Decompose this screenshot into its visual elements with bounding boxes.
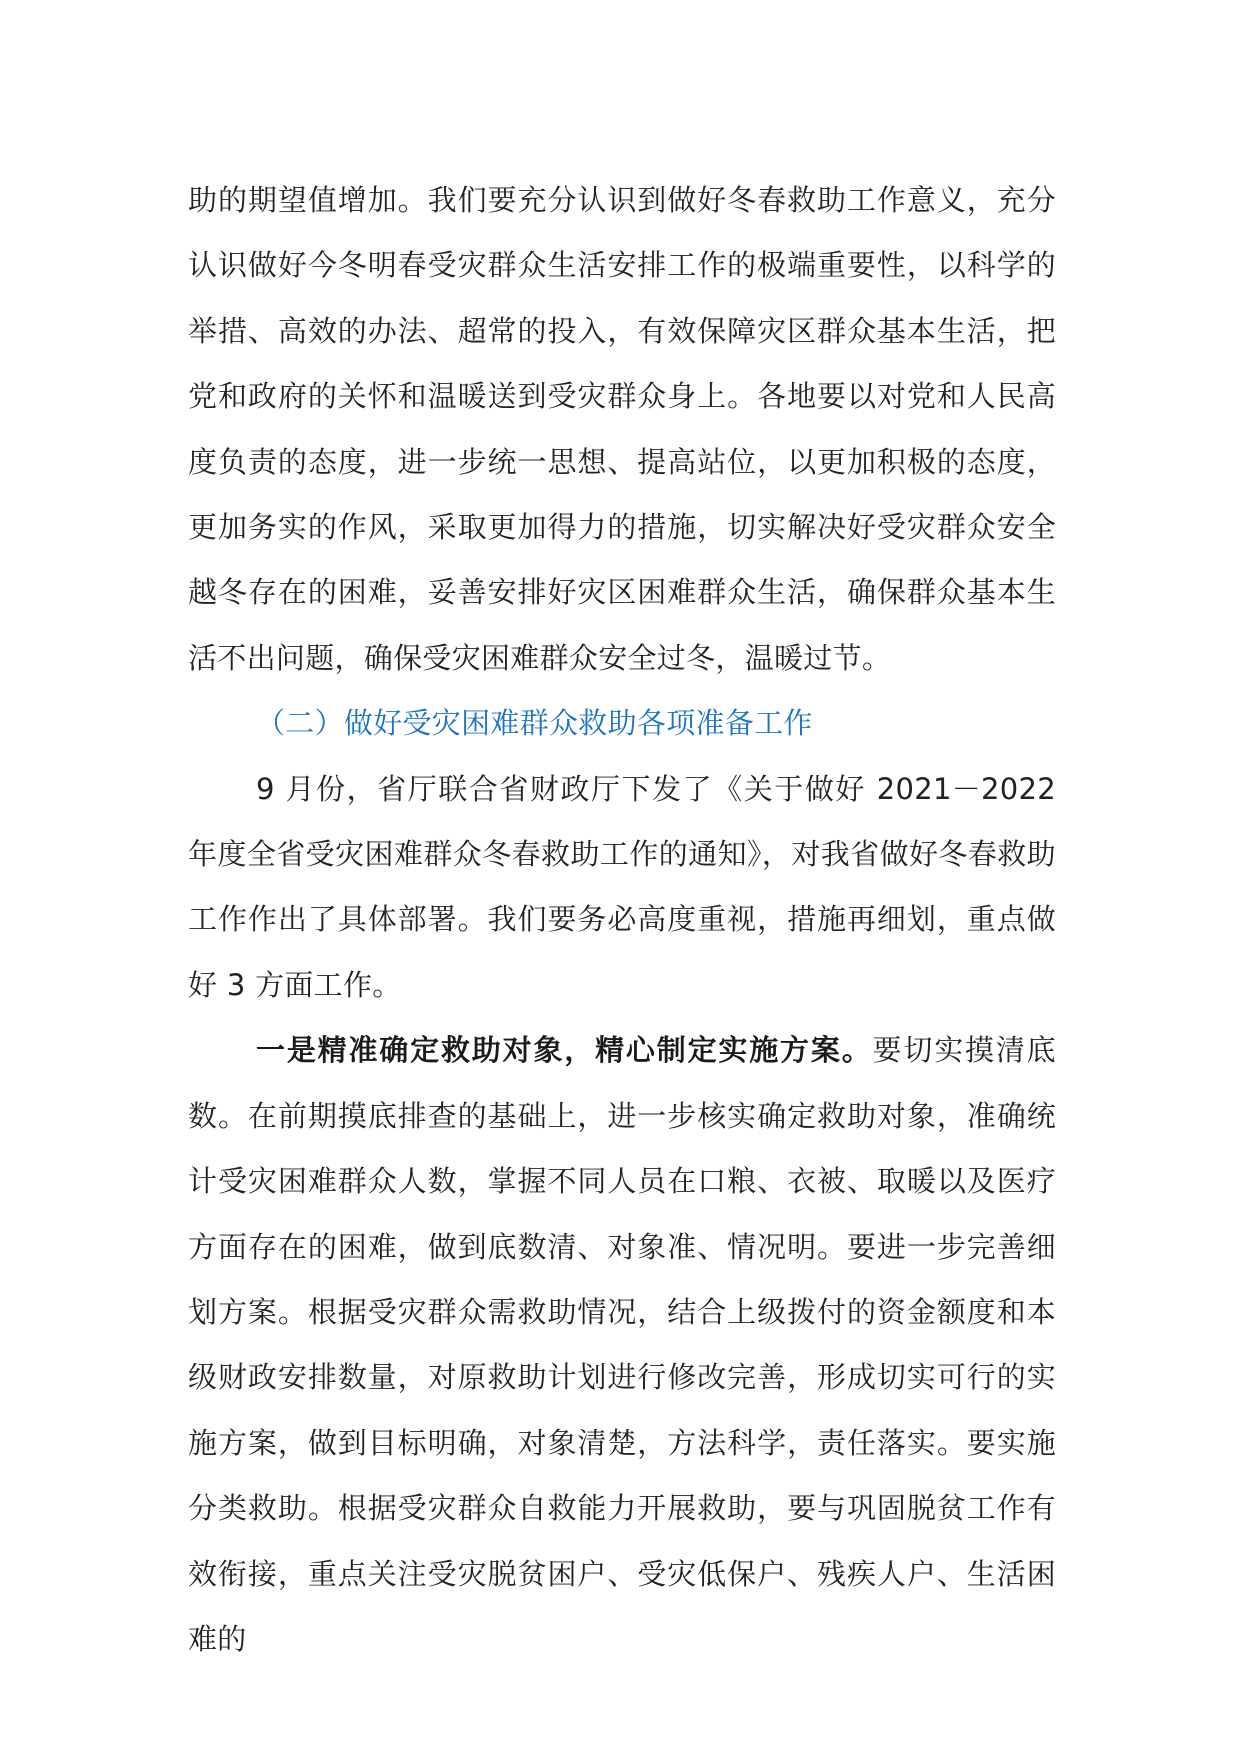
paragraph-task-one: [188, 1018, 1056, 1672]
document-body: [188, 168, 1056, 1672]
paragraph-lead-bold: 一是精准确定救助对象，精心制定实施方案。: [256, 1033, 873, 1068]
paragraph-continuation: 助的期望值增加。我们要充分认识到做好冬春救助工作意义，充分认识做好今冬明春受灾群众生活安排工作的极端重要性，以科学的举措、高效的办法、超常的投入，有效保障灾区群众基本生活，把党和政府的关怀和温暖送到受灾群众身上。各地要以对党和人民高度负责的态度，进一步统一思想、提高站位，以更加积极的态度，更加务实的作风，采取更加得力的措施，切实解决好受灾群众安全越冬存在的困难，妥善安排好灾区困难群众生活，确保群众基本生活不出问题，确保受灾困难群众安全过冬，温暖过节。: [188, 183, 1056, 675]
paragraph-notice: 9 月份，省厅联合省财政厅下发了《关于做好 2021－2022 年度全省受灾困难群众冬春救助工作的通知》，对我省做好冬春救助工作作出了具体部署。我们要务必高度重视，措施再细划，重点做好 3 方面工作。: [188, 771, 1056, 1002]
paragraph-body-text: 要切实摸清底数。在前期摸底排查的基础上，进一步核实确定救助对象，准确统计受灾困难群众人数，掌握不同人员在口粮、衣被、取暖以及医疗方面存在的困难，做到底数清、对象准、情况明。要进一步完善细划方案。根据受灾群众需救助情况，结合上级拨付的资金额度和本级财政安排数量，对原救助计划进行修改完善，形成切实可行的实施方案，做到目标明确，对象清楚，方法科学，责任落实。要实施分类救助。根据受灾群众自救能力开展救助，要与巩固脱贫工作有效衔接，重点关注受灾脱贫困户、受灾低保户、残疾人户、生活困难的: [188, 1033, 1056, 1656]
section-heading: （二）做好受灾困难群众救助各项准备工作: [256, 706, 813, 741]
